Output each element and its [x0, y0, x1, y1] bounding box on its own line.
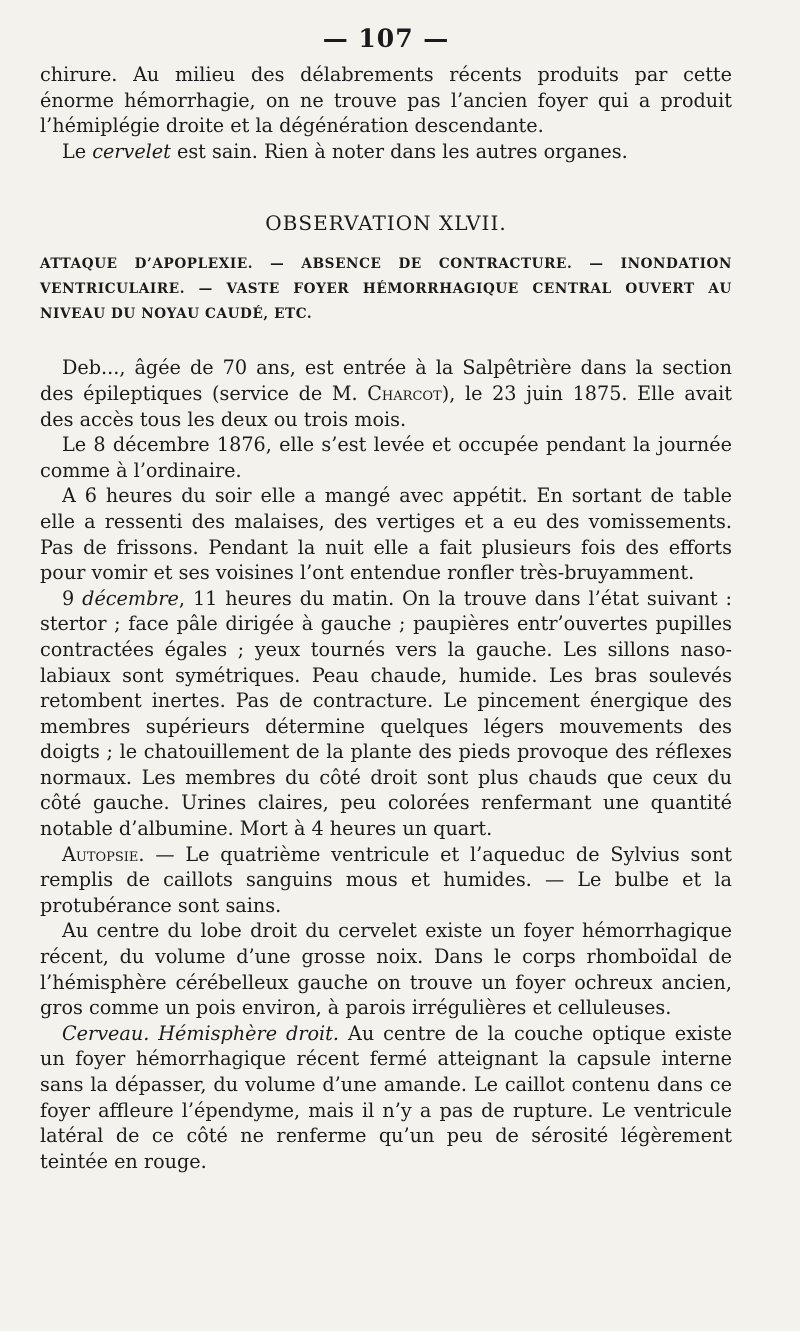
text-run: , 11 heures du matin. On la trouve dans l’état suivant : stertor ; face pâle dirigée à gauche ; paupières entr’ouvertes pupilles contractées égales ; yeux tournés vers la gauche. Les sillons naso-labiaux sont symétriques. Peau chaude, humide. Les bras soulevés retombent inertes. Pas de contracture. Le pincement énergique des membres supérieurs détermine quelques légers mouvements des doigts ; le chatouillement de la plante des pieds provoque des réflexes normaux. Les membres du côté droit sont plus chauds que ceux du côté gauche. Urines claires, peu colorées renfermant une quantité notable d’albumine. Mort à 4 heures un quart.	[40, 586, 732, 841]
text-run: Deb..., âgée de 70 ans, est entrée à la Salpêtrière dans la section des épileptiques (service de M.	[40, 356, 732, 405]
paragraph-evening: A 6 heures du soir elle a mangé avec appétit. En sortant de table elle a ressenti des malaises, des vertiges et a eu des vomissements. Pas de frissons. Pendant la nuit elle a fait plusieurs fois des efforts pour vomir et ses voisines l’ont entendue ronfler très-bruyamment.	[40, 484, 732, 585]
paragraph-cerebellum: Au centre du lobe droit du cervelet existe un foyer hémorrhagique récent, du volume d’une grosse noix. Dans le corps rhomboïdal de l’hémisphère cérébelleux gauche on trouve un foyer ochreux ancien, gros comme un pois environ, à parois irrégulières et celluleuses.	[40, 919, 732, 1020]
page-body	[40, 62, 732, 1174]
text-run: 9	[62, 586, 83, 610]
paragraph-december-9	[40, 586, 732, 842]
text-run: est sain. Rien à noter dans les autres organes.	[170, 139, 628, 163]
observation-headline: ATTAQUE D’APOPLEXIE. — ABSENCE DE CONTRACTURE. — INONDATION VENTRICULAIRE. — VASTE FOYER HÉMORRHAGIQUE CENTRAL OUVERT AU NIVEAU DU NOYAU CAUDÉ, ETC.	[40, 256, 732, 323]
observation-title: OBSERVATION XLVII.	[265, 211, 507, 236]
paragraph-brain	[40, 1021, 732, 1175]
paragraph-december-8: Le 8 décembre 1876, elle s’est levée et occupée pendant la journée comme à l’ordinaire.	[40, 433, 732, 482]
text-run: Le	[62, 139, 93, 163]
paragraph-continuation: chirure. Au milieu des délabrements récents produits par cette énorme hémorrhagie, on ne trouve pas l’ancien foyer qui a produit l’hémiplégie droite et la dégénération descendante.	[40, 63, 732, 138]
paragraph-admission	[40, 355, 732, 432]
text-run: Au centre de la couche optique existe un foyer hémorrhagique récent fermé atteignant la capsule interne sans la dépasser, du volume d’une amande. Le caillot contenu dans ce foyer affleure l’épendyme, mais il n’y a pas de rupture. Le ventricule latéral de ce côté ne renferme qu’un peu de sérosité légèrement teintée en rouge.	[40, 1021, 732, 1173]
autopsy-label: Autopsie.	[62, 842, 145, 866]
text-run: — Le quatrième ventricule et l’aqueduc de Sylvius sont remplis de caillots sanguins mous et humides. — Le bulbe et la protubérance sont sains.	[40, 842, 732, 917]
paragraph-cervelet	[40, 139, 732, 165]
page-number: — 107 —	[322, 24, 450, 53]
italic-term: cervelet	[92, 139, 171, 163]
paragraph-autopsy	[40, 842, 732, 919]
italic-date: décembre	[82, 586, 179, 610]
italic-section-label: Cerveau. Hémisphère droit.	[62, 1021, 339, 1045]
physician-name: Charcot	[367, 381, 442, 405]
text-run: ), le 23 juin 1875. Elle avait des accès tous les deux ou trois mois.	[40, 381, 732, 431]
